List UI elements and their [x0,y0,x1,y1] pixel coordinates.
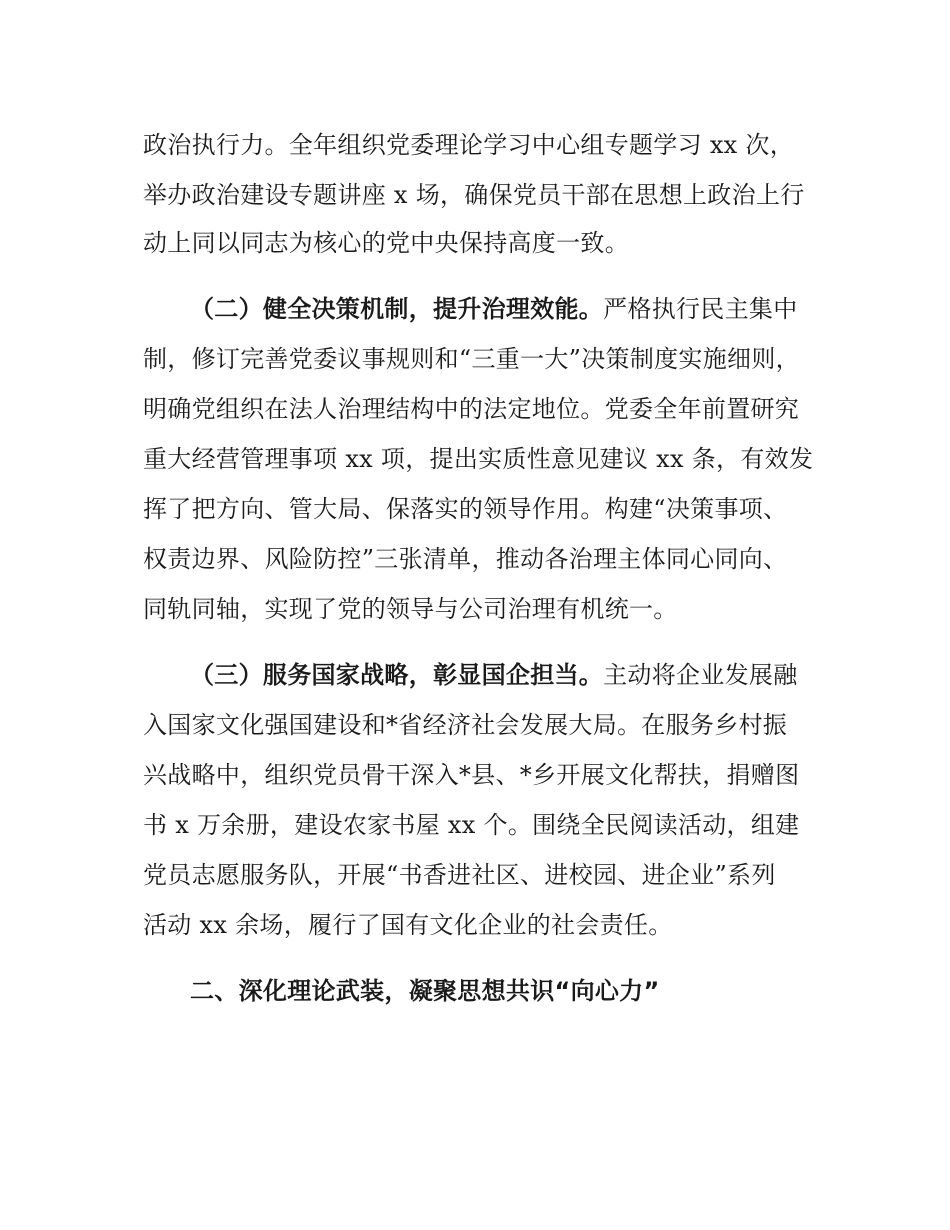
paragraph-line: 同轨同轴，实现了党的领导与公司治理有机统一。 [143,595,678,623]
paragraph-line: 党员志愿服务队，开展“书香进社区、进校园、进企业”系列 [143,861,776,889]
subsection-heading: （二）健全决策机制，提升治理效能。 [190,295,604,323]
paragraph-line: 举办政治建设专题讲座 x 场，确保党员干部在思想上政治上行 [143,181,805,209]
paragraph-line: 书 x 万余册，建设农家书屋 xx 个。围绕全民阅读活动，组建 [143,811,800,839]
paragraph-first-line [190,660,798,690]
paragraph-line: 明确党组织在法人治理结构中的法定地位。党委全年前置研究 [143,395,800,423]
section-heading: 二、深化理论武装，凝聚思想共识“向心力” [190,977,660,1005]
paragraph-text: 严格执行民主集中 [603,295,798,323]
paragraph-first-line [190,294,798,324]
paragraph-line: 活动 xx 余场，履行了国有文化企业的社会责任。 [143,911,673,939]
paragraph-line: 制，修订完善党委议事规则和“三重一大”决策制度实施细则， [143,345,800,373]
paragraph-line: 权责边界、风险防控”三张清单，推动各治理主体同心同向、 [143,545,788,573]
paragraph-line: 重大经营管理事项 xx 项，提出实质性意见建议 xx 条，有效发 [143,445,814,473]
paragraph-line: 入国家文化强国建设和*省经济社会发展大局。在服务乡村振 [143,711,788,739]
subsection-heading: （三）服务国家战略，彰显国企担当。 [190,661,604,689]
paragraph-line: 兴战略中，组织党员骨干深入*县、*乡开展文化帮扶，捐赠图 [143,761,800,789]
paragraph-line: 挥了把方向、管大局、保落实的领导作用。构建“决策事项、 [143,495,788,523]
paragraph-line: 动上同以同志为核心的党中央保持高度一致。 [143,229,629,257]
paragraph-text: 主动将企业发展融 [603,661,798,689]
paragraph-line: 政治执行力。全年组织党委理论学习中心组专题学习 xx 次， [143,131,795,159]
